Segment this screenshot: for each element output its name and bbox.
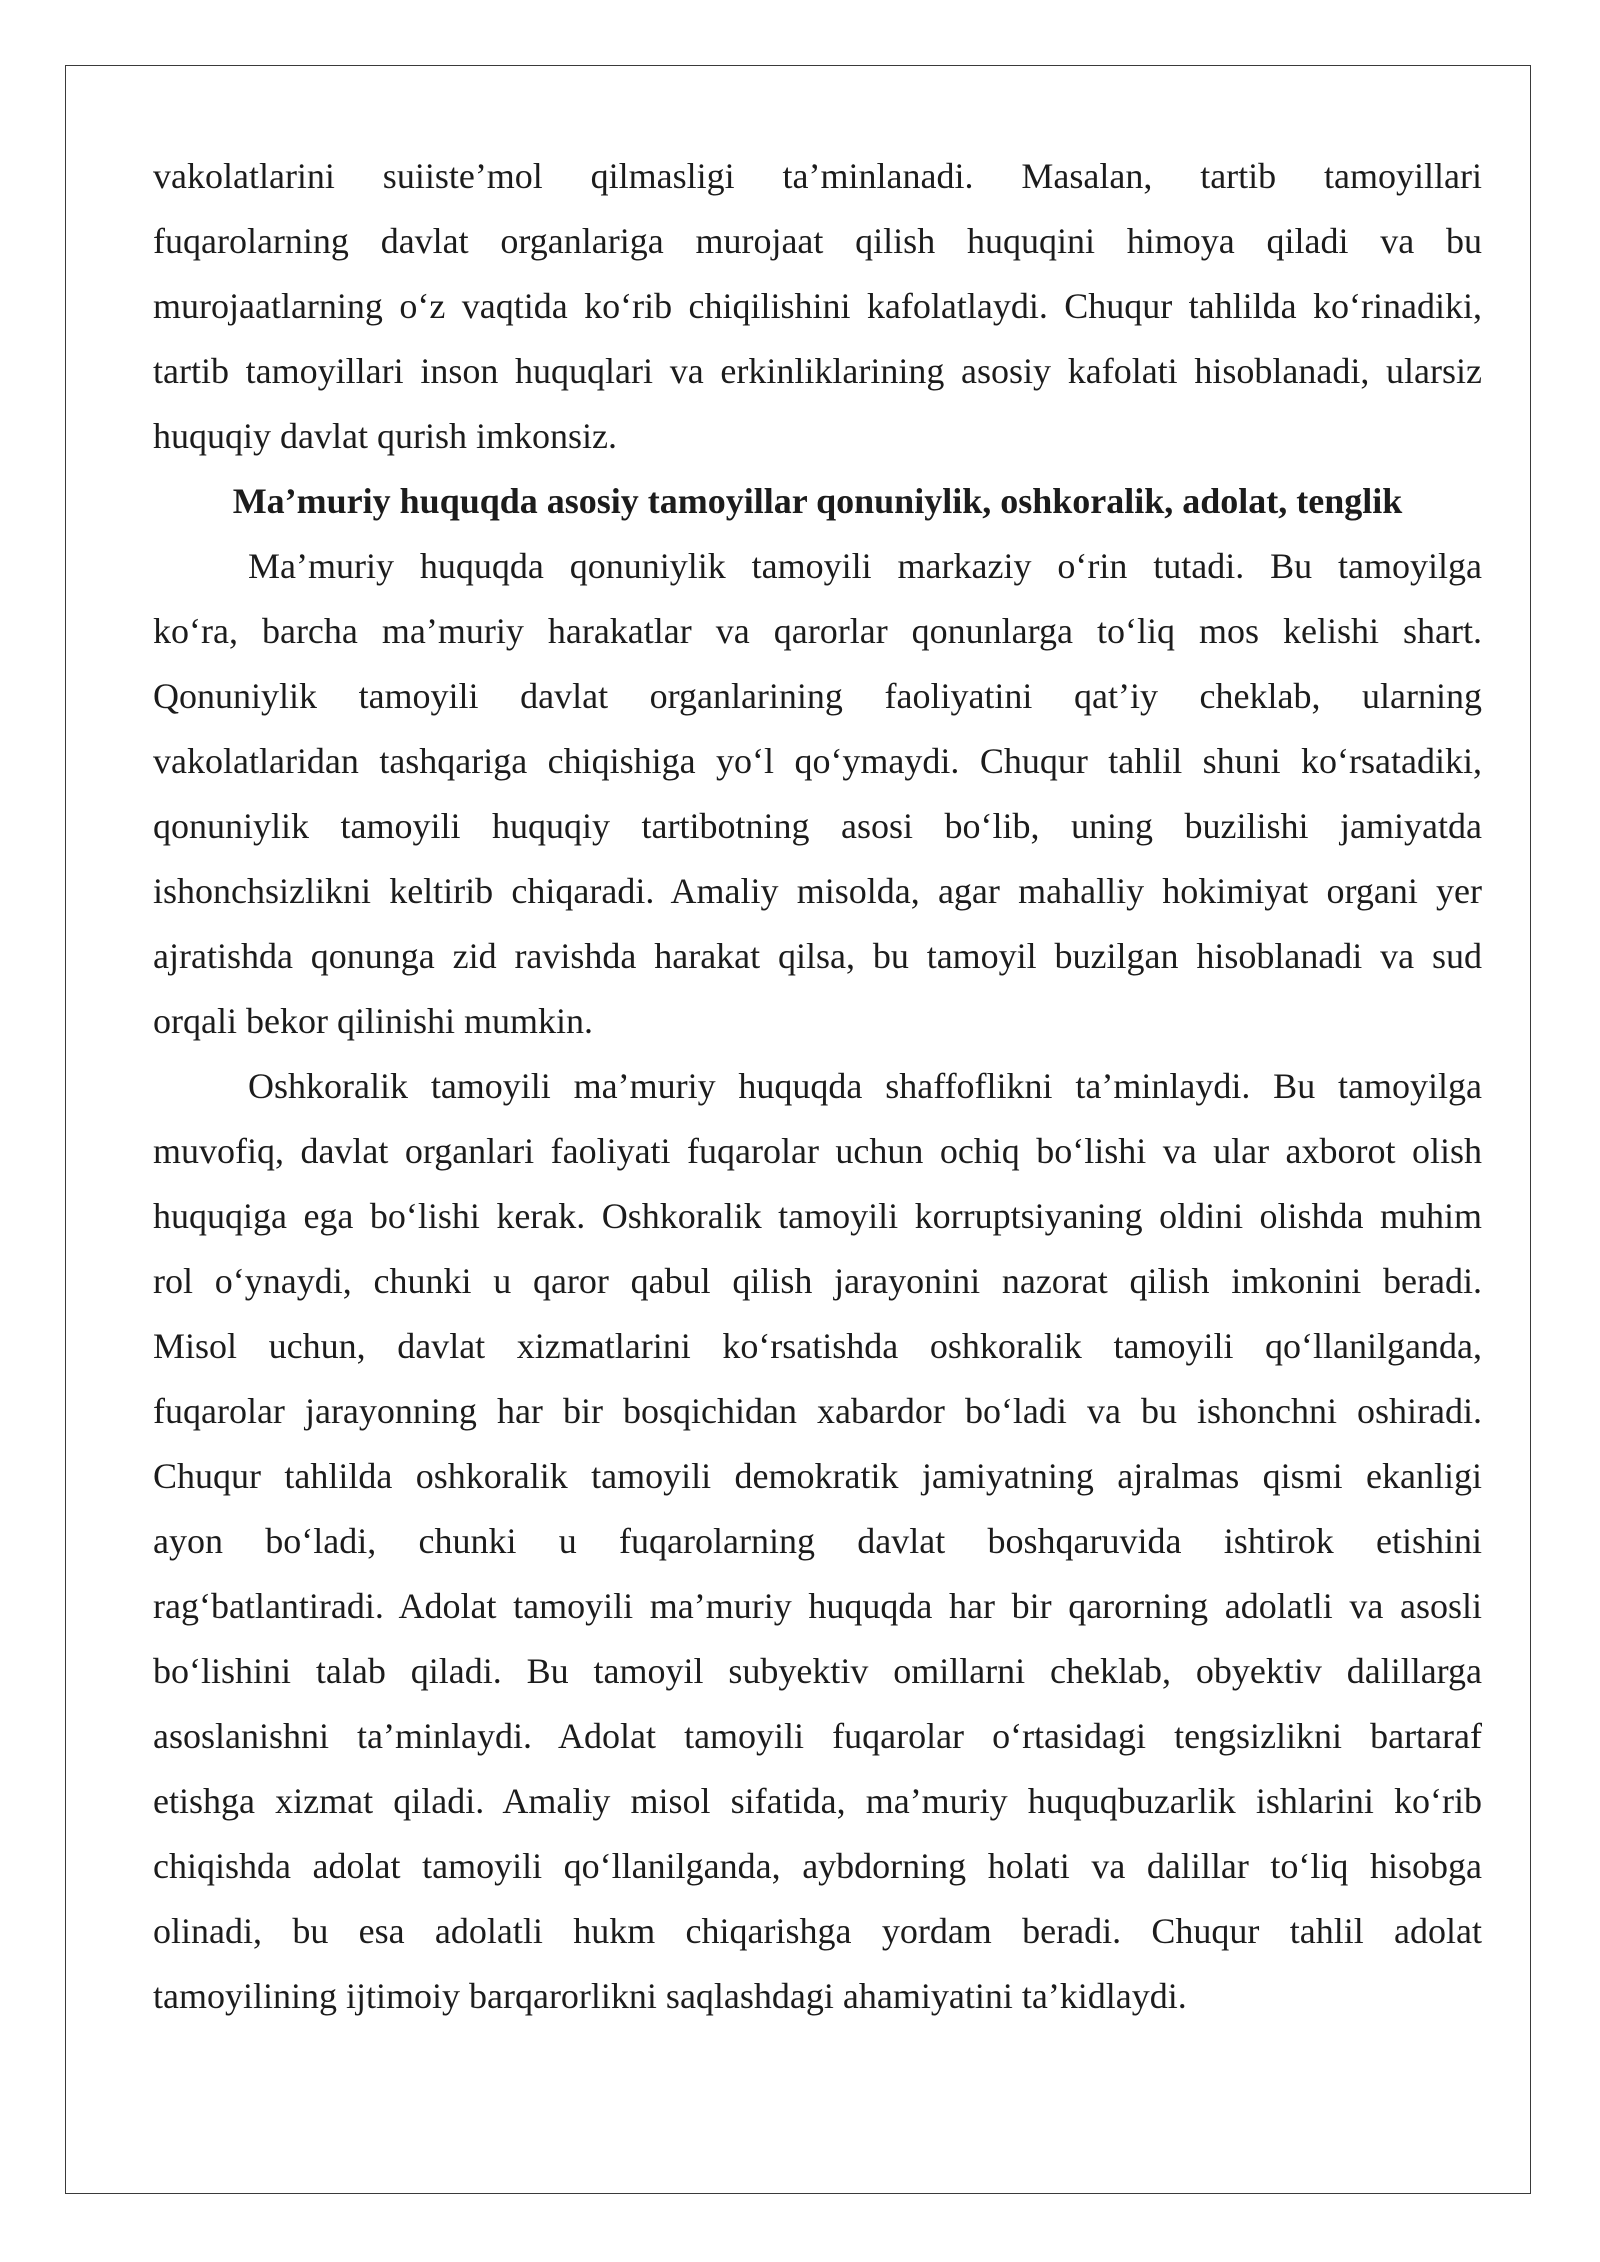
paragraph-line: rol o‘ynaydi, chunki u qaror qabul qilish jarayonini nazorat qilish imkonini beradi. — [153, 1261, 1482, 1301]
paragraph-line: Oshkoralik tamoyili ma’muriy huquqda shaffoflikni ta’minlaydi. Bu tamoyilga — [248, 1066, 1482, 1106]
paragraph-line: olinadi, bu esa adolatli hukm chiqarishga yordam beradi. Chuqur tahlil adolat — [153, 1911, 1482, 1951]
paragraph-line: tartib tamoyillari inson huquqlari va erkinliklarining asosiy kafolati hisoblanadi, ularsiz — [153, 351, 1482, 391]
paragraph-line: ko‘ra, barcha ma’muriy harakatlar va qarorlar qonunlarga to‘liq mos kelishi shart. — [153, 611, 1482, 651]
paragraph-line: Ma’muriy huquqda qonuniylik tamoyili markaziy o‘rin tutadi. Bu tamoyilga — [248, 546, 1482, 586]
paragraph-line: bo‘lishini talab qiladi. Bu tamoyil subyektiv omillarni cheklab, obyektiv dalillarga — [153, 1651, 1482, 1691]
paragraph-2 — [153, 534, 1482, 1054]
paragraph-line: etishga xizmat qiladi. Amaliy misol sifatida, ma’muriy huquqbuzarlik ishlarini ko‘rib — [153, 1781, 1482, 1821]
paragraph-line: asoslanishni ta’minlaydi. Adolat tamoyili fuqarolar o‘rtasidagi tengsizlikni bartaraf — [153, 1716, 1482, 1756]
paragraph-3 — [153, 1054, 1482, 2029]
paragraph-line: Misol uchun, davlat xizmatlarini ko‘rsatishda oshkoralik tamoyili qo‘llanilganda, — [153, 1326, 1482, 1366]
paragraph-line: rag‘batlantiradi. Adolat tamoyili ma’muriy huquqda har bir qarorning adolatli va asosli — [153, 1586, 1482, 1626]
paragraph-line: huquqiy davlat qurish imkonsiz. — [153, 416, 617, 456]
paragraph-line: murojaatlarning o‘z vaqtida ko‘rib chiqilishini kafolatlaydi. Chuqur tahlilda ko‘rinadiki, — [153, 286, 1482, 326]
paragraph-line: ajratishda qonunga zid ravishda harakat qilsa, bu tamoyil buzilgan hisoblanadi va sud — [153, 936, 1482, 976]
paragraph-line: chiqishda adolat tamoyili qo‘llanilganda, aybdorning holati va dalillar to‘liq hisobga — [153, 1846, 1482, 1886]
section-heading: Ma’muriy huquqda asosiy tamoyillar qonuniylik, oshkoralik, adolat, tenglik — [232, 481, 1403, 521]
paragraph-1 — [153, 144, 1482, 469]
paragraph-line: Chuqur tahlilda oshkoralik tamoyili demokratik jamiyatning ajralmas qismi ekanligi — [153, 1456, 1482, 1496]
paragraph-line: Qonuniylik tamoyili davlat organlarining faoliyatini qat’iy cheklab, ularning — [153, 676, 1482, 716]
paragraph-line: ishonchsizlikni keltirib chiqaradi. Amaliy misolda, agar mahalliy hokimiyat organi yer — [153, 871, 1482, 911]
document-body — [153, 144, 1482, 2029]
paragraph-line: orqali bekor qilinishi mumkin. — [153, 1001, 593, 1041]
paragraph-line: fuqarolar jarayonning har bir bosqichidan xabardor bo‘ladi va bu ishonchni oshiradi. — [153, 1391, 1482, 1431]
paragraph-line: tamoyilining ijtimoiy barqarorlikni saqlashdagi ahamiyatini ta’kidlaydi. — [153, 1976, 1187, 2016]
paragraph-line: fuqarolarning davlat organlariga murojaat qilish huquqini himoya qiladi va bu — [153, 221, 1482, 261]
paragraph-line: vakolatlaridan tashqariga chiqishiga yo‘l qo‘ymaydi. Chuqur tahlil shuni ko‘rsatadiki, — [153, 741, 1482, 781]
paragraph-line: muvofiq, davlat organlari faoliyati fuqarolar uchun ochiq bo‘lishi va ular axborot olish — [153, 1131, 1482, 1171]
paragraph-line: vakolatlarini suiiste’mol qilmasligi ta’minlanadi. Masalan, tartib tamoyillari — [153, 156, 1482, 196]
paragraph-line: huquqiga ega bo‘lishi kerak. Oshkoralik tamoyili korruptsiyaning oldini olishda muhim — [153, 1196, 1482, 1236]
paragraph-line: qonuniylik tamoyili huquqiy tartibotning asosi bo‘lib, uning buzilishi jamiyatda — [153, 806, 1482, 846]
paragraph-line: ayon bo‘ladi, chunki u fuqarolarning davlat boshqaruvida ishtirok etishini — [153, 1521, 1482, 1561]
